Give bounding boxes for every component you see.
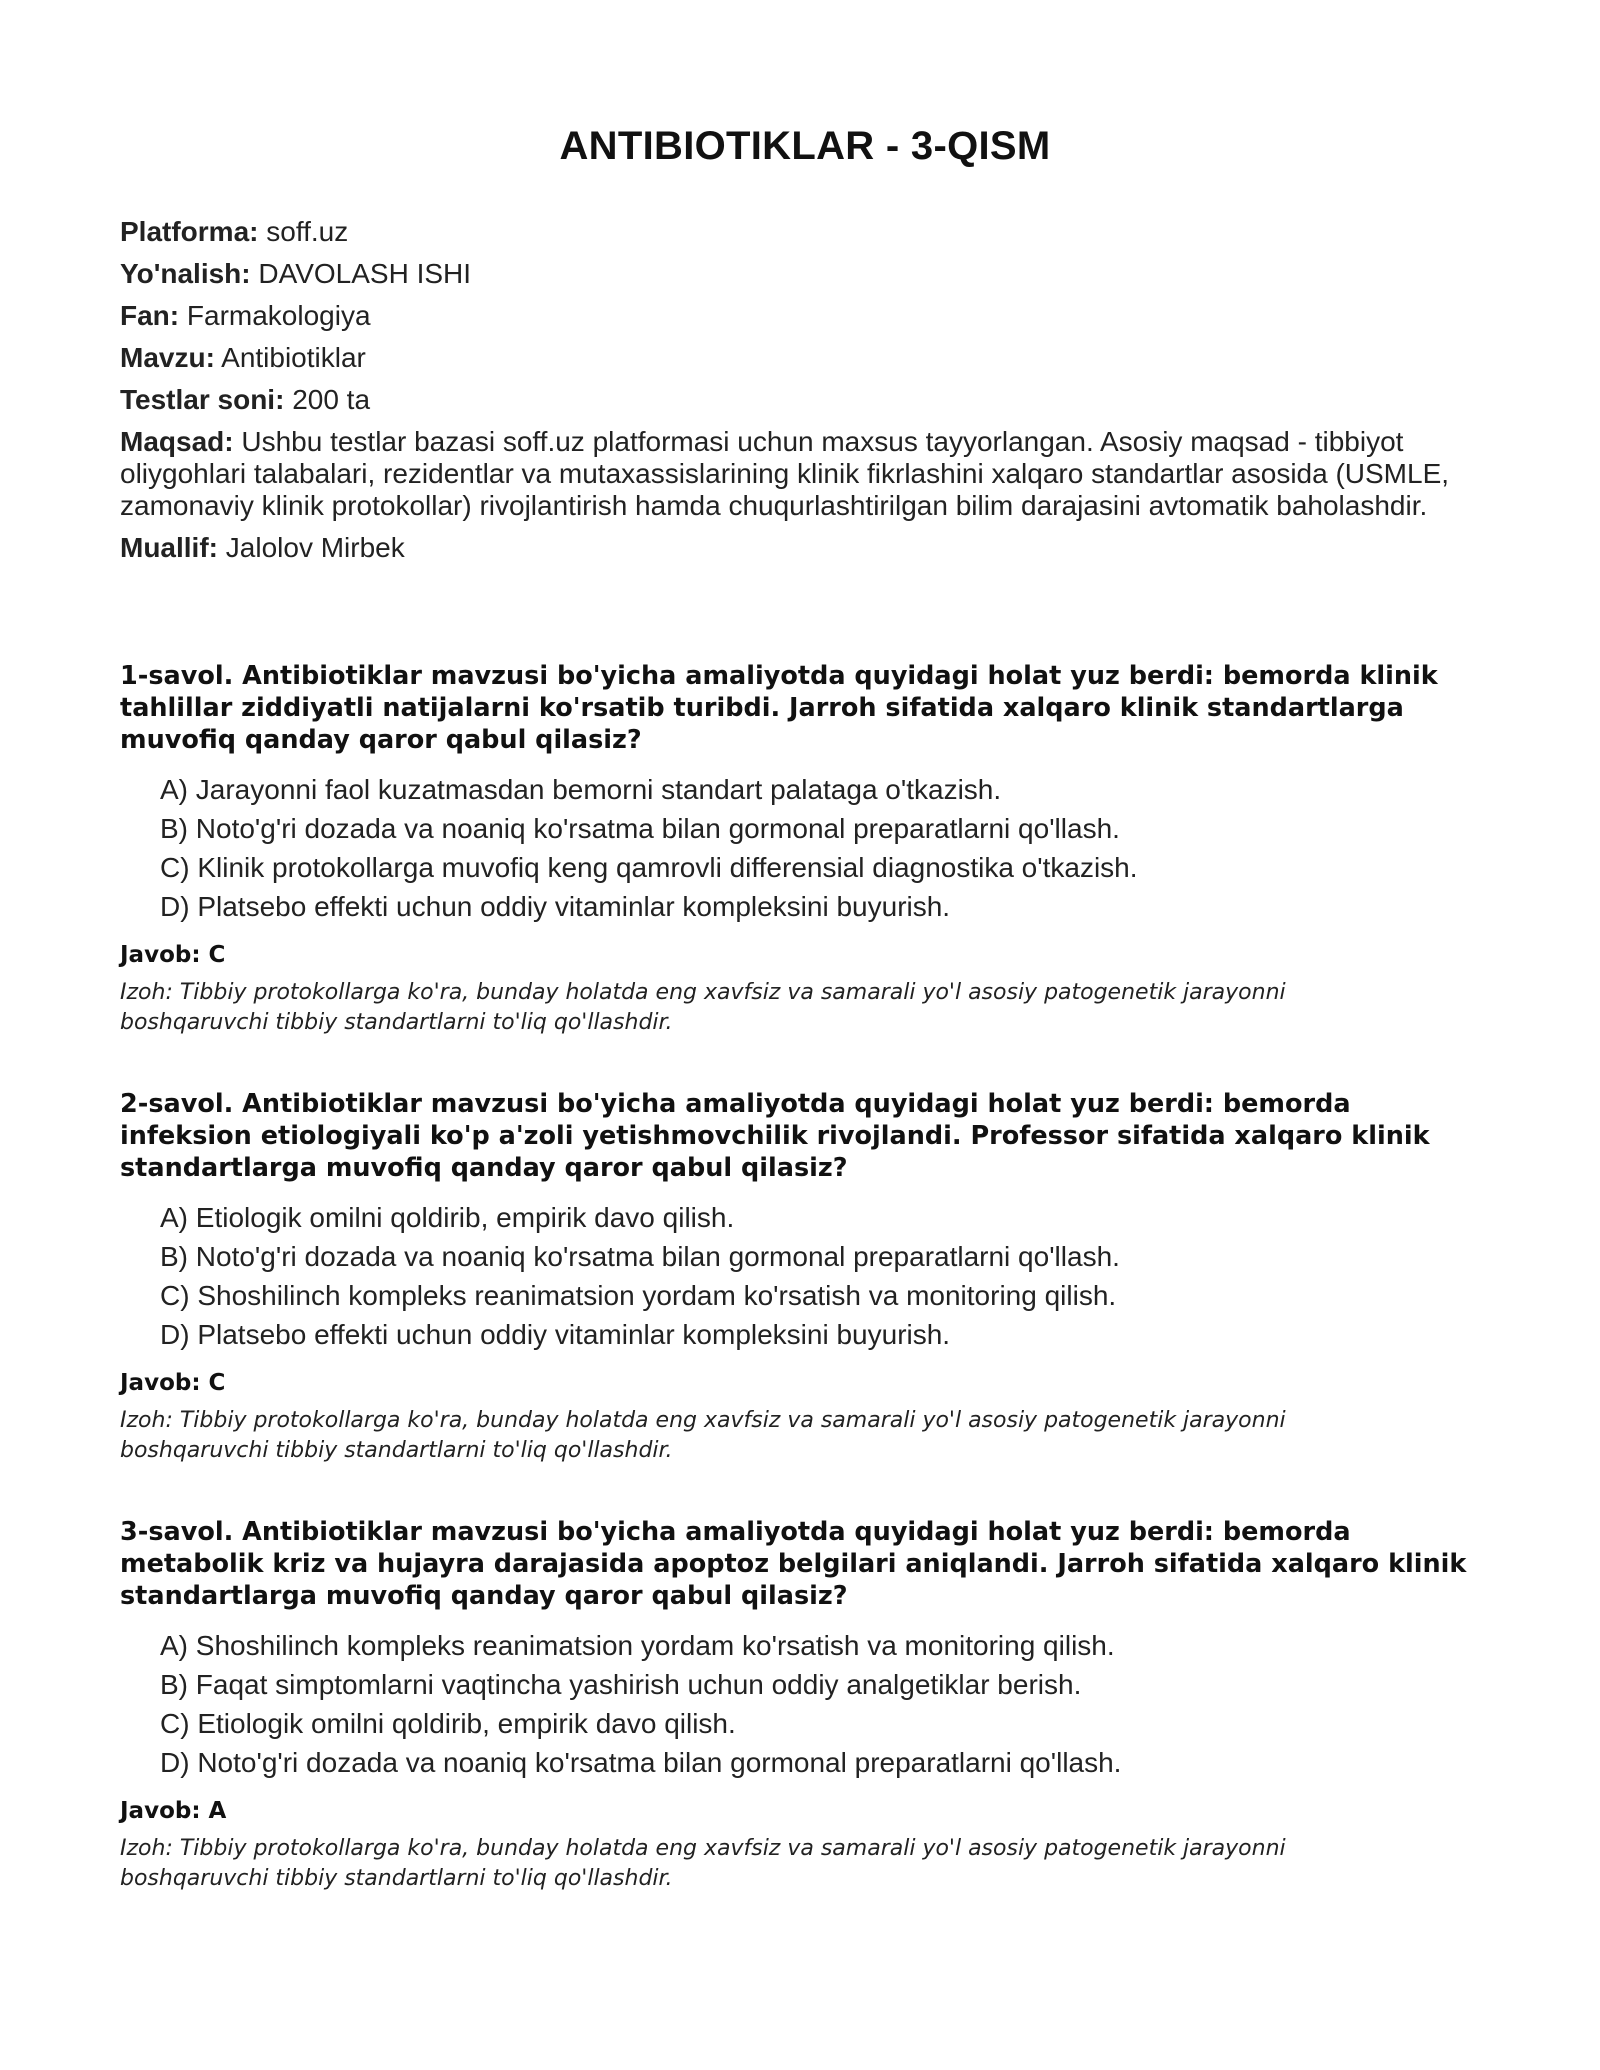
option-c: C) Klinik protokollarga muvofiq keng qamrovli differensial diagnostika o'tkazish. bbox=[160, 852, 1138, 883]
correct-answer: Javob: A bbox=[120, 1798, 227, 1824]
option-b: B) Noto'g'ri dozada va noaniq ko'rsatma bilan gormonal preparatlarni qo'llash. bbox=[160, 1241, 1120, 1272]
meta-subject bbox=[120, 300, 1490, 332]
option-c: C) Etiologik omilni qoldirib, empirik davo qilish. bbox=[160, 1708, 736, 1739]
meta-direction-value: DAVOLASH ISHI bbox=[258, 258, 472, 289]
meta-test-count-label: Testlar soni: bbox=[120, 384, 285, 415]
option-a: A) Shoshilinch kompleks reanimatsion yordam ko'rsatish va monitoring qilish. bbox=[160, 1630, 1115, 1661]
answer-options bbox=[160, 1626, 1490, 1782]
meta-subject-value: Farmakologiya bbox=[186, 300, 371, 331]
meta-topic-label: Mavzu: bbox=[120, 342, 215, 373]
correct-answer: Javob: C bbox=[120, 942, 226, 968]
meta-author-label: Muallif: bbox=[120, 532, 218, 563]
meta-direction-label: Yo'nalish: bbox=[120, 258, 251, 289]
question-block bbox=[120, 660, 1490, 1038]
option-a: A) Etiologik omilni qoldirib, empirik davo qilish. bbox=[160, 1202, 735, 1233]
meta-author-value: Jalolov Mirbek bbox=[225, 532, 405, 563]
question-text: 3-savol. Antibiotiklar mavzusi bo'yicha amaliyotda quyidagi holat yuz berdi: bemorda metabolik kriz va hujayra darajasida apoptoz belgilari aniqlandi. Jarroh sifatida xalqaro klinik standartlarga muvofiq qanday qaror qabul qilasiz? bbox=[120, 1517, 1467, 1611]
meta-purpose-label: Maqsad: bbox=[120, 426, 234, 457]
answer-options bbox=[160, 1198, 1490, 1354]
meta-author bbox=[120, 532, 1490, 564]
meta-test-count-value: 200 ta bbox=[292, 384, 371, 415]
meta-topic bbox=[120, 342, 1490, 374]
explanation-note: Izoh: Tibbiy protokollarga ko'ra, bunday holatda eng xavfsiz va samarali yo'l asosiy patogenetik jarayonni boshqaruvchi tibbiy standartlarni to'liq qo'llashdir. bbox=[120, 980, 1286, 1035]
meta-direction bbox=[120, 258, 1490, 290]
answer-options bbox=[160, 770, 1490, 926]
option-b: B) Faqat simptomlarni vaqtincha yashirish uchun oddiy analgetiklar berish. bbox=[160, 1669, 1082, 1700]
option-b: B) Noto'g'ri dozada va noaniq ko'rsatma bilan gormonal preparatlarni qo'llash. bbox=[160, 813, 1120, 844]
question-block bbox=[120, 1088, 1490, 1466]
meta-platform bbox=[120, 216, 1490, 248]
meta-test-count bbox=[120, 384, 1490, 416]
document-title: ANTIBIOTIKLAR - 3-QISM bbox=[559, 124, 1051, 168]
option-d: D) Platsebo effekti uchun oddiy vitaminlar kompleksini buyurish. bbox=[160, 891, 951, 922]
explanation-note: Izoh: Tibbiy protokollarga ko'ra, bunday holatda eng xavfsiz va samarali yo'l asosiy patogenetik jarayonni boshqaruvchi tibbiy standartlarni to'liq qo'llashdir. bbox=[120, 1408, 1286, 1463]
section-spacer bbox=[120, 574, 1490, 660]
meta-subject-label: Fan: bbox=[120, 300, 180, 331]
option-d: D) Noto'g'ri dozada va noaniq ko'rsatma bilan gormonal preparatlarni qo'llash. bbox=[160, 1747, 1122, 1778]
meta-purpose-value: Ushbu testlar bazasi soff.uz platformasi uchun maxsus tayyorlangan. Asosiy maqsad - tibbiyot oliygohlari talabalari, rezidentlar va mutaxassislarining klinik fikrlashini xalqaro standartlar asosida (USMLE, zamonaviy klinik protokollar) rivojlantirish hamda chuqurlashtirilgan bilim darajasini avtomatik baholashdir. bbox=[120, 426, 1450, 521]
meta-platform-label: Platforma: bbox=[120, 216, 259, 247]
meta-topic-value: Antibiotiklar bbox=[221, 342, 366, 373]
document-page bbox=[120, 120, 1490, 1944]
option-a: A) Jarayonni faol kuzatmasdan bemorni standart palataga o'tkazish. bbox=[160, 774, 1002, 805]
option-d: D) Platsebo effekti uchun oddiy vitaminlar kompleksini buyurish. bbox=[160, 1319, 951, 1350]
meta-platform-value: soff.uz bbox=[266, 216, 349, 247]
correct-answer: Javob: C bbox=[120, 1370, 226, 1396]
question-text: 2-savol. Antibiotiklar mavzusi bo'yicha amaliyotda quyidagi holat yuz berdi: bemorda infeksion etiologiyali ko'p a'zoli yetishmovchilik rivojlandi. Professor sifatida xalqaro klinik standartlarga muvofiq qanday qaror qabul qilasiz? bbox=[120, 1089, 1430, 1183]
meta-purpose bbox=[120, 426, 1490, 522]
option-c: C) Shoshilinch kompleks reanimatsion yordam ko'rsatish va monitoring qilish. bbox=[160, 1280, 1117, 1311]
explanation-note: Izoh: Tibbiy protokollarga ko'ra, bunday holatda eng xavfsiz va samarali yo'l asosiy patogenetik jarayonni boshqaruvchi tibbiy standartlarni to'liq qo'llashdir. bbox=[120, 1836, 1286, 1891]
question-text: 1-savol. Antibiotiklar mavzusi bo'yicha amaliyotda quyidagi holat yuz berdi: bemorda klinik tahlillar ziddiyatli natijalarni ko'rsatib turibdi. Jarroh sifatida xalqaro klinik standartlarga muvofiq qanday qaror qabul qilasiz? bbox=[120, 661, 1438, 755]
question-block bbox=[120, 1516, 1490, 1894]
